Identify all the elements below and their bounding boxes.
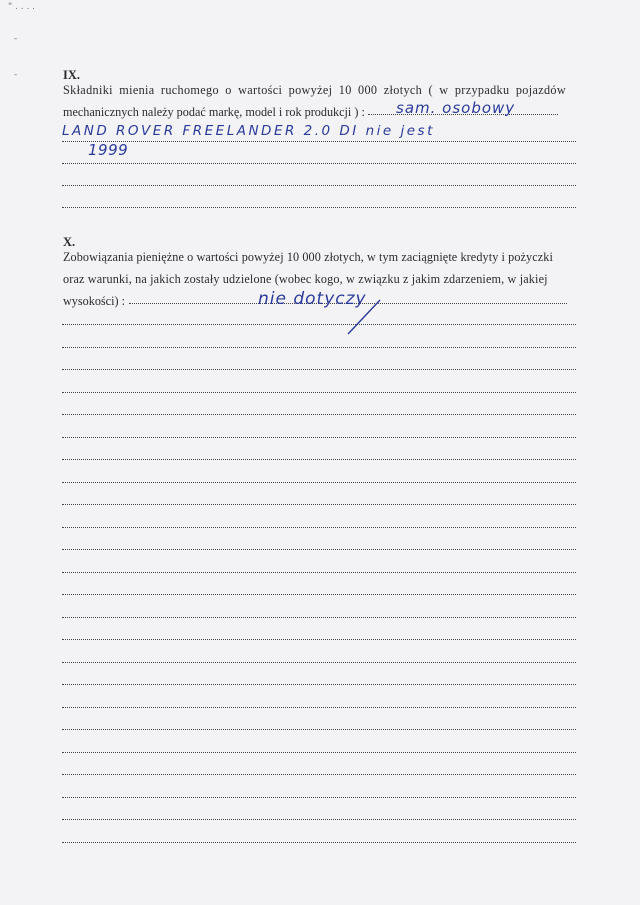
dotted-line (62, 729, 576, 731)
section-ix-text-line-1: Składniki mienia ruchomego o wartości powyżej 10 000 złotych ( w przypadku pojazdów (63, 83, 567, 97)
handwritten-strike-stroke (340, 296, 400, 346)
dotted-line (62, 527, 576, 529)
section-ix-number: IX. (63, 68, 81, 82)
dotted-line (62, 819, 576, 821)
scan-mark-left-1: - (14, 34, 18, 44)
handwritten-answer-ix-line-2: LAND ROVER FREELANDER 2.0 DI nie jest (62, 123, 435, 139)
dotted-line (62, 414, 576, 416)
scan-mark-top: " . . . . (8, 2, 36, 12)
dotted-line (62, 639, 576, 641)
section-ix-text-line-2-label: mechanicznych należy podać markę, model i rok produkcji ) : (63, 105, 365, 119)
dotted-line (62, 347, 576, 349)
dotted-line (62, 163, 576, 165)
dotted-line (62, 324, 576, 326)
dotted-line (62, 752, 576, 754)
section-x-text-line-1: Zobowiązania pieniężne o wartości powyżej 10 000 złotych, w tym zaciągnięte kredyty i pożyczki (63, 250, 553, 264)
handwritten-answer-ix-line-1: sam. osobowy (396, 99, 516, 117)
dotted-line (62, 369, 576, 371)
dotted-line (62, 684, 576, 686)
dotted-line (62, 141, 576, 143)
dotted-line (62, 842, 576, 844)
dotted-line (62, 482, 576, 484)
dotted-line (62, 662, 576, 664)
handwritten-answer-x: nie dotyczy (258, 289, 367, 309)
handwritten-answer-ix-line-3: 1999 (88, 141, 129, 159)
dotted-line (62, 707, 576, 709)
dotted-line (62, 185, 576, 187)
dotted-line (62, 392, 576, 394)
dotted-line (62, 774, 576, 776)
dotted-line (62, 549, 576, 551)
dotted-line (62, 459, 576, 461)
section-x-text-line-2: oraz warunki, na jakich zostały udzielone (wobec kogo, w związku z jakim zdarzeniem, w jakiej (63, 272, 548, 286)
dotted-line (62, 797, 576, 799)
dotted-line (62, 617, 576, 619)
section-x-number: X. (63, 235, 76, 249)
section-x-text-line-3-label: wysokości) : (63, 294, 125, 308)
dotted-line (62, 207, 576, 209)
dotted-line (62, 572, 576, 574)
dotted-line (62, 594, 576, 596)
dotted-line (62, 437, 576, 439)
dotted-line (62, 504, 576, 506)
scan-mark-left-2: - (14, 70, 18, 80)
